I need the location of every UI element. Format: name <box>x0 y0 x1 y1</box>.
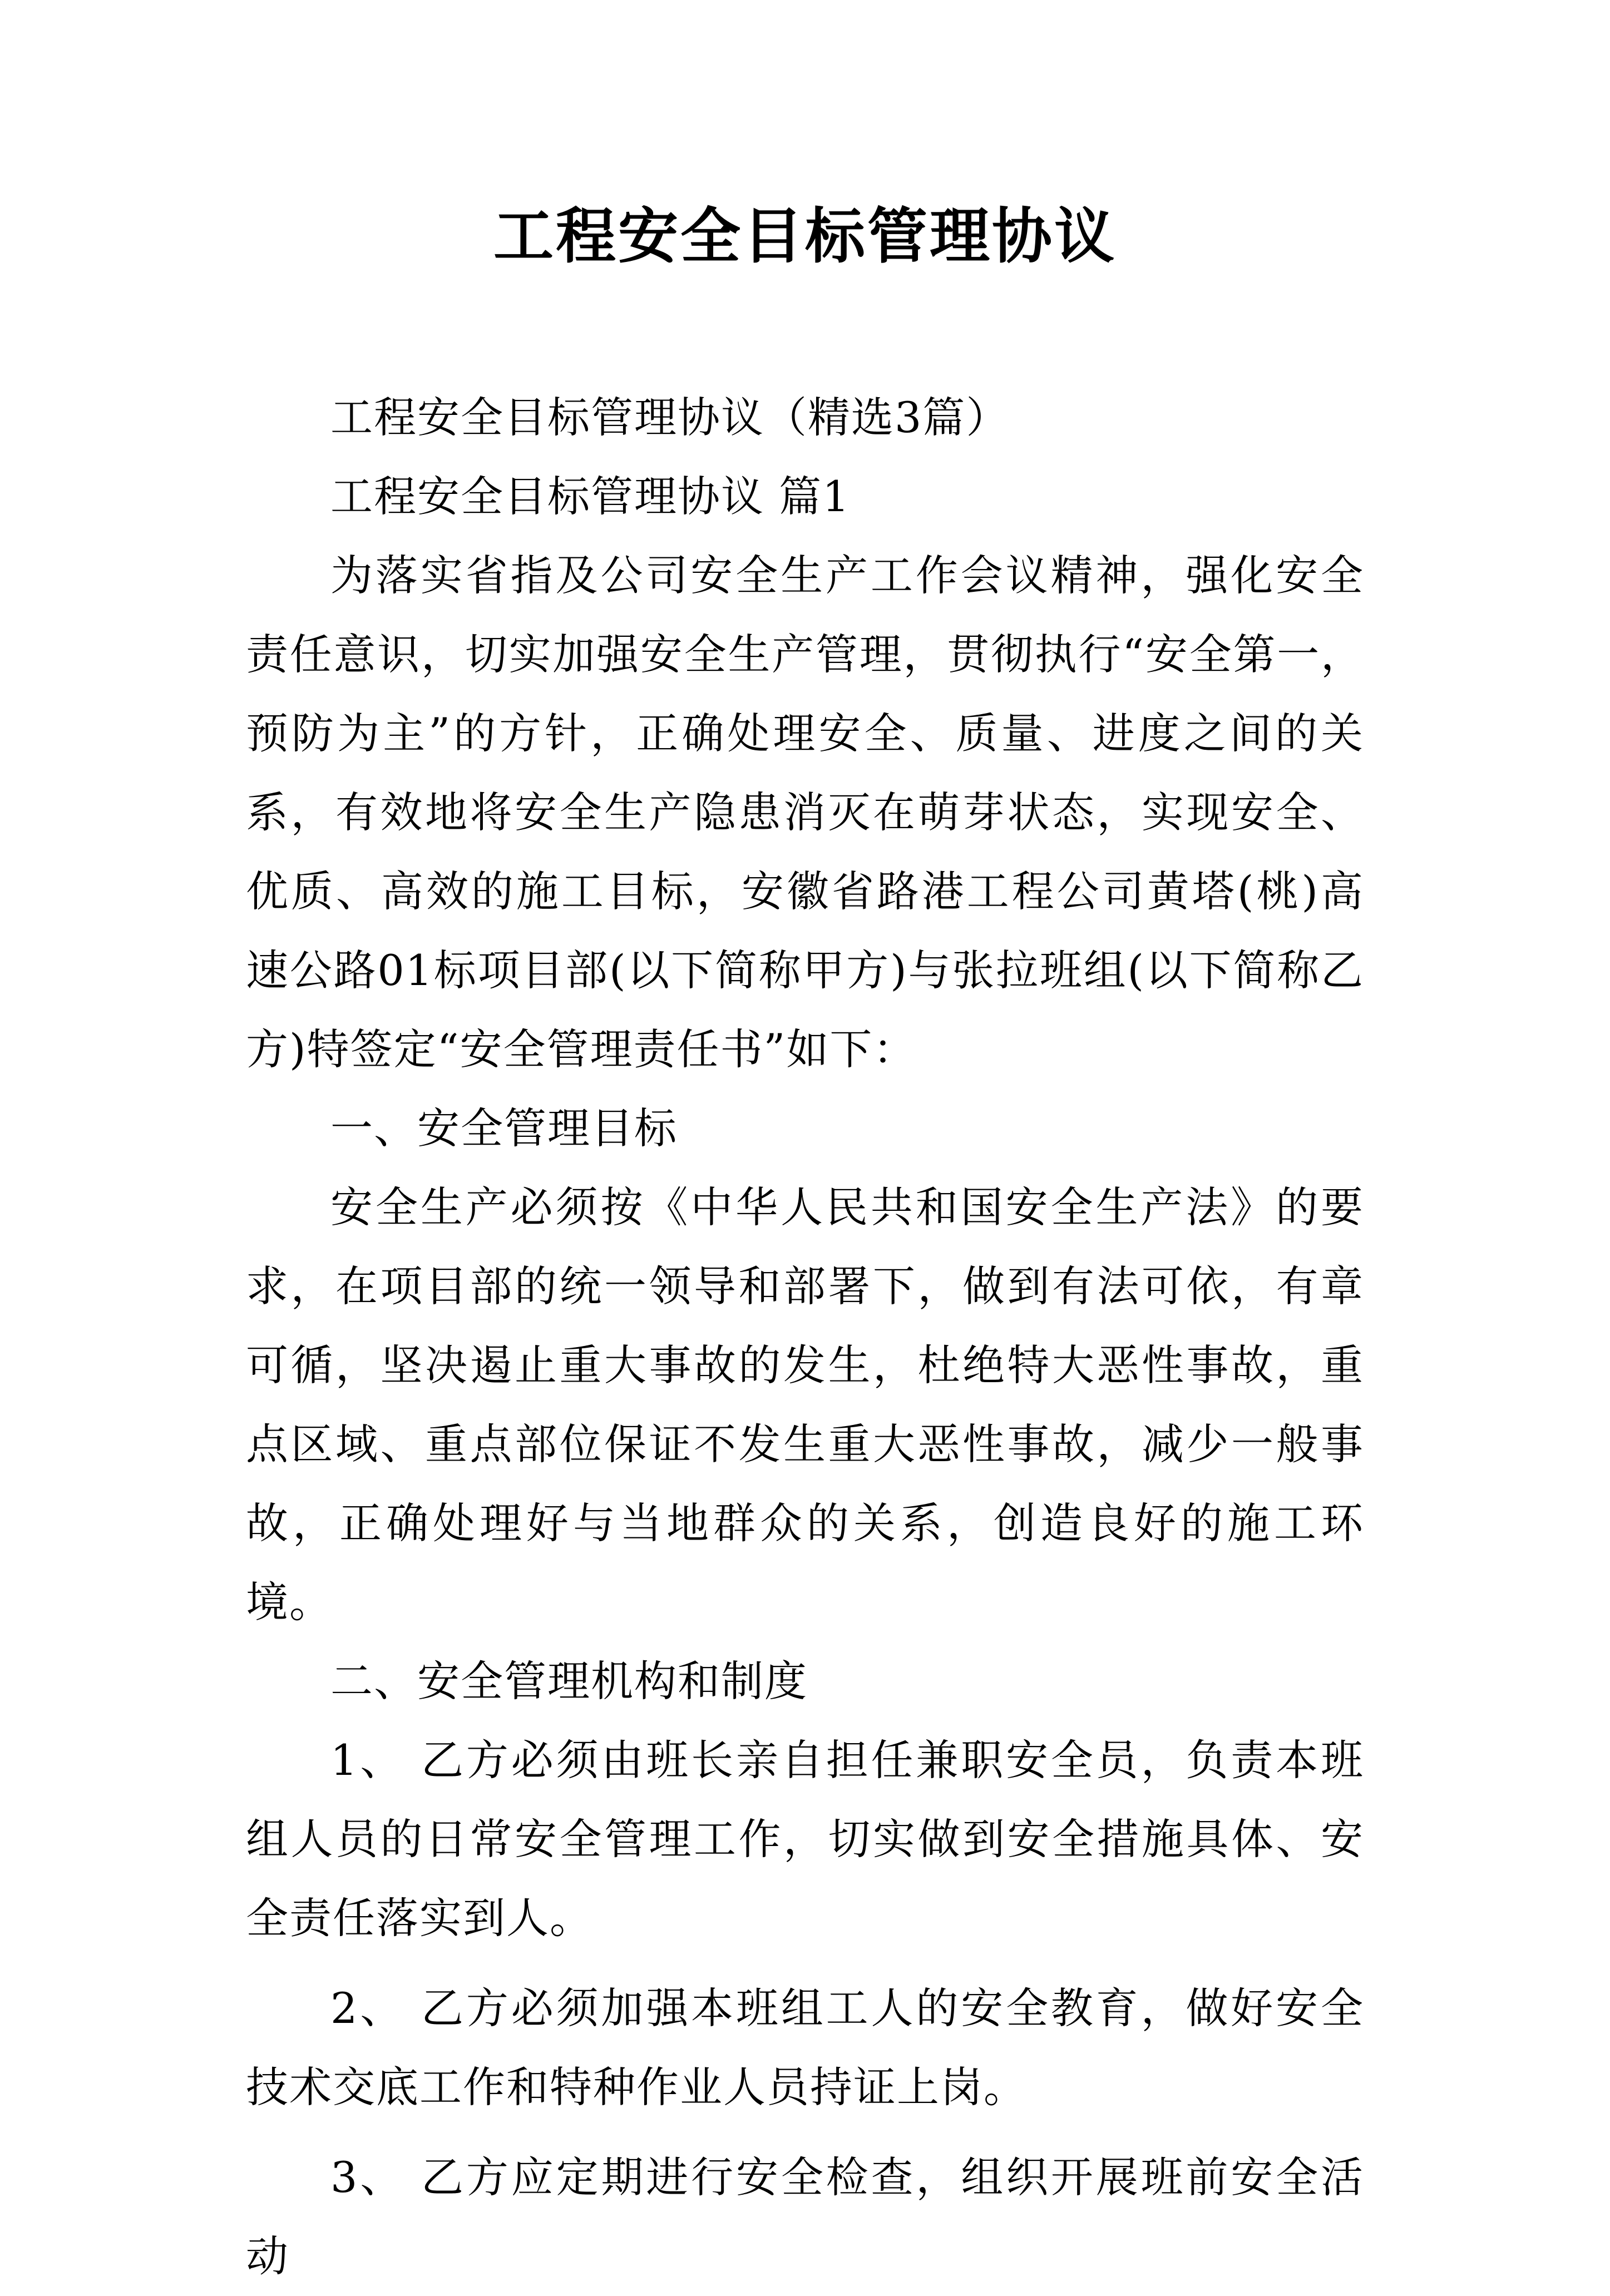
heading-organization: 二、安全管理机构和制度 <box>330 1656 808 1706</box>
paragraph-section-heading: 工程安全目标管理协议 篇1 <box>330 472 851 521</box>
document-title: 工程安全目标管理协议 <box>493 201 1117 271</box>
heading-safety-goal: 一、安全管理目标 <box>330 1104 678 1153</box>
paragraph-subtitle: 工程安全目标管理协议（精选3篇） <box>330 393 1010 442</box>
paragraph-safety-goal: 安全生产必须按《中华人民共和国安全生产法》的要求，在项目部的统一领导和部署下，做到有法可依，有章可循，坚决遏止重大事故的发生，杜绝特大恶性事故，重点区域、重点部位保证不发生重大恶性事故，减少一般事故，正确处理好与当地群众的关系，创造良好的施工环境。 <box>246 1182 1364 1627</box>
list-item-3: 3、 乙方应定期进行安全检查，组织开展班前安全活动 <box>246 2152 1364 2281</box>
document-body <box>246 378 1364 2296</box>
list-item-2: 2、 乙方必须加强本班组工人的安全教育，做好安全技术交底工作和特种作业人员持证上岗。 <box>246 1983 1364 2112</box>
list-item-1: 1、 乙方必须由班长亲自担任兼职安全员，负责本班组人员的日常安全管理工作，切实做到安全措施具体、安全责任落实到人。 <box>246 1735 1364 1943</box>
paragraph-intro: 为落实省指及公司安全生产工作会议精神，强化安全责任意识，切实加强安全生产管理，贯彻执行“安全第一，预防为主”的方针，正确处理安全、质量、进度之间的关系，有效地将安全生产隐患消灭在萌芽状态，实现安全、优质、高效的施工目标，安徽省路港工程公司黄塔(桃)高速公路01标项目部(以下简称甲方)与张拉班组(以下简称乙方)特签定“安全管理责任书”如下： <box>246 551 1364 1074</box>
